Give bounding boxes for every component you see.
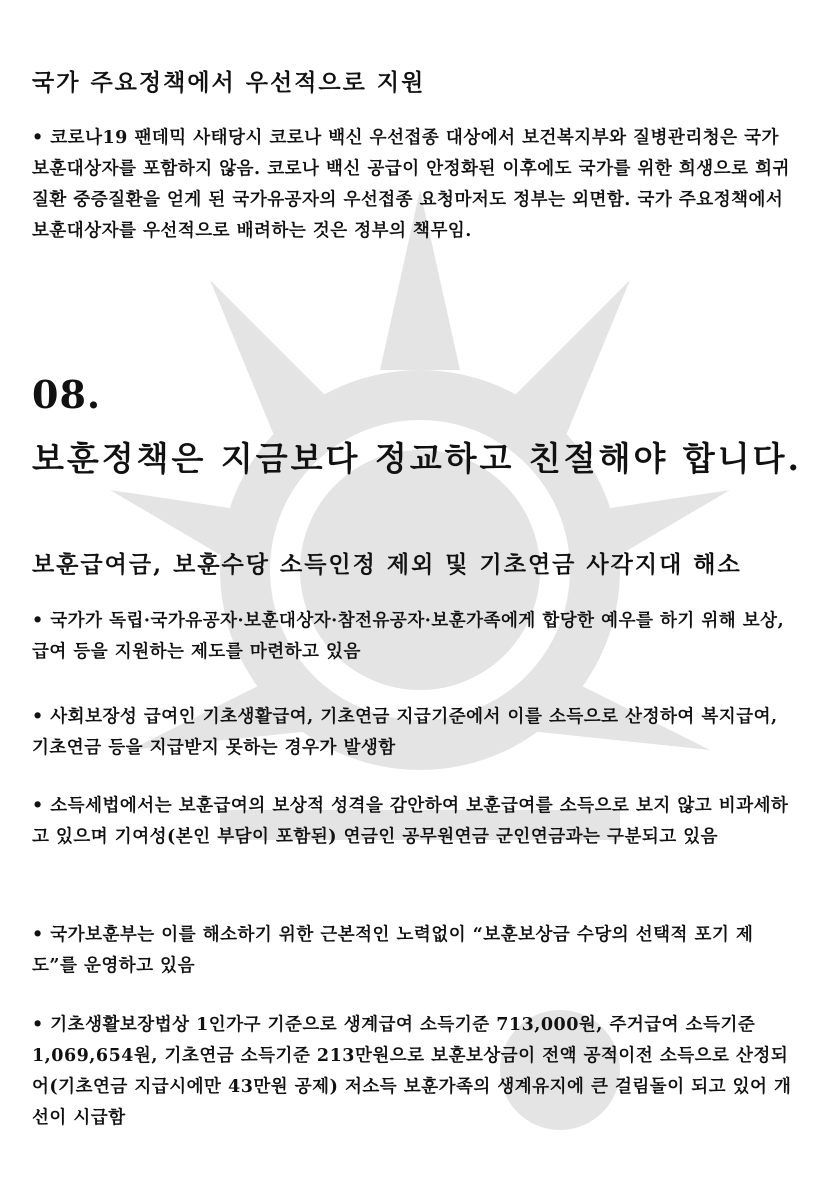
bullet-item: • 소득세법에서는 보훈급여의 보상적 성격을 감안하여 보훈급여를 소득으로 보지 않고 비과세하고 있으며 기여성(본인 부담이 포함된) 연금인 공무원연금 군인연금과는 구분되고 있음 <box>32 796 789 847</box>
bullet-item: • 국가보훈부는 이를 해소하기 위한 근본적인 노력없이 “보훈보상금 수당의 선택적 포기 제도”를 운영하고 있음 <box>32 925 754 976</box>
chapter-number: 08. <box>32 372 102 417</box>
intro-paragraph: • 코로나19 팬데믹 사태당시 코로나 백신 우선접종 대상에서 보건복지부와 질병관리청은 국가보훈대상자를 포함하지 않음. 코로나 백신 공급이 안정화된 이후에도 국가를 위한 희생으로 희귀질환 중증질환을 얻게 된 국가유공자의 우선접종 요청마저도 정부는 외면함. 국가 주요정책에서 보훈대상자를 우선적으로 배려하는 것은 정부의 책무임. <box>32 128 790 241</box>
bullet-item: • 기초생활보장법상 1인가구 기준으로 생계급여 소득기준 713,000원, 주거급여 소득기준 1,069,654원, 기초연금 소득기준 213만원으로 보훈보상금이 전액 공적이전 소득으로 산정되어(기초연금 지급시에만 43만원 공제) 저소득 보훈가족의 생계유지에 큰 걸림돌이 되고 있어 개선이 시급함 <box>32 1015 792 1128</box>
sub-heading: 보훈급여금, 보훈수당 소득인정 제외 및 기초연금 사각지대 해소 <box>32 551 742 578</box>
intro-heading: 국가 주요정책에서 우선적으로 지원 <box>32 69 426 96</box>
bullet-item: • 사회보장성 급여인 기초생활급여, 기초연금 지급기준에서 이를 소득으로 산정하여 복지급여, 기초연금 등을 지급받지 못하는 경우가 발생함 <box>32 707 778 758</box>
chapter-title: 보훈정책은 지금보다 정교하고 친절해야 합니다. <box>32 439 803 478</box>
bullet-item: • 국가가 독립·국가유공자·보훈대상자·참전유공자·보훈가족에게 합당한 예우를 하기 위해 보상, 급여 등을 지원하는 제도를 마련하고 있음 <box>32 611 785 662</box>
